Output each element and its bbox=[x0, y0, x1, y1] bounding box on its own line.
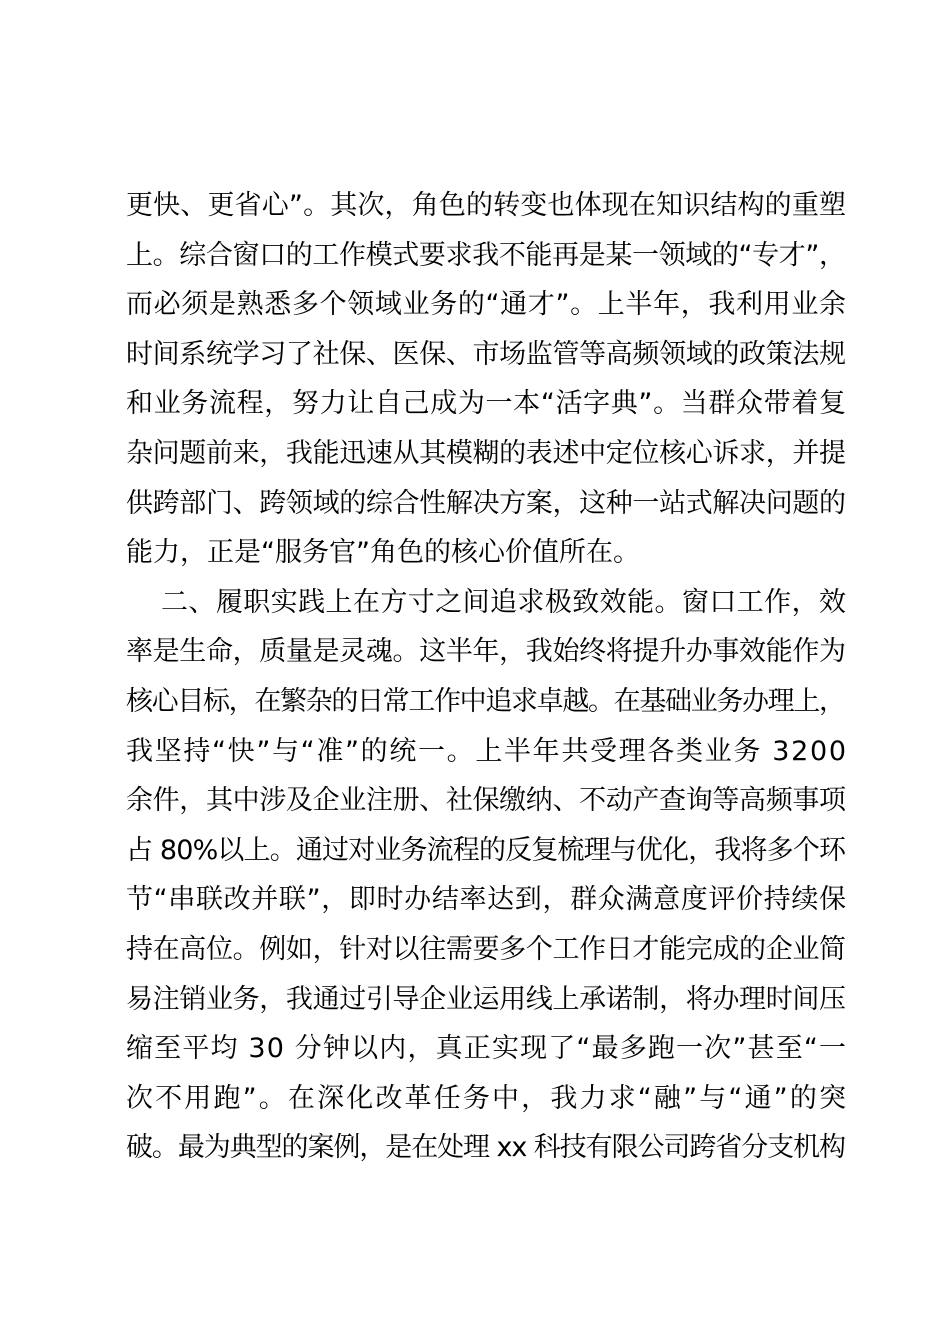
text-line: 次不用跑”。在深化改革任务中，我力求“融”与“通”的突 bbox=[126, 1082, 849, 1114]
text-line: 破。最为典型的案例，是在处理 xx 科技有限公司跨省分支机构 bbox=[126, 1132, 845, 1164]
text-line: 而必须是熟悉多个领域业务的“通才”。上半年，我利用业余 bbox=[126, 289, 847, 321]
text-line: 能力，正是“服务官”角色的核心价值所在。 bbox=[126, 537, 640, 569]
text-line: 率是生命，质量是灵魂。这半年，我始终将提升办事效能作为 bbox=[126, 636, 846, 668]
text-line: 占 80%以上。通过对业务流程的反复梳理与优化，我将多个环 bbox=[126, 834, 846, 866]
text-line: 余件，其中涉及企业注册、社保缴纳、不动产查询等高频事项 bbox=[126, 785, 846, 817]
text-line: 核心目标，在繁杂的日常工作中追求卓越。在基础业务办理上， bbox=[126, 685, 845, 717]
text-line: 供跨部门、跨领域的综合性解决方案，这种一站式解决问题的 bbox=[126, 487, 846, 519]
text-line: 节“串联改并联”，即时办结率达到，群众满意度评价持续保 bbox=[126, 884, 847, 916]
text-line: 杂问题前来，我能迅速从其模糊的表述中定位核心诉求，并提 bbox=[126, 437, 846, 469]
text-line: 缩至平均 30 分钟以内，真正实现了“最多跑一次”甚至“一 bbox=[126, 1033, 848, 1065]
text-line: 上。综合窗口的工作模式要求我不能再是某一领域的“专才”， bbox=[126, 239, 846, 271]
text-line: 易注销业务，我通过引导企业运用线上承诺制，将办理时间压 bbox=[126, 983, 846, 1015]
text-line: 持在高位。例如，针对以往需要多个工作日才能完成的企业简 bbox=[126, 933, 846, 965]
body-text bbox=[126, 181, 849, 1173]
text-line: 更快、更省心”。其次，角色的转变也体现在知识结构的重塑 bbox=[126, 190, 847, 221]
text-line: 时间系统学习了社保、医保、市场监管等高频领域的政策法规 bbox=[126, 338, 846, 370]
text-line: 和业务流程，努力让自己成为一本“活字典”。当群众带着复 bbox=[126, 388, 847, 420]
section-heading-line: 二、履职实践上在方寸之间追求极致效能。窗口工作，效 bbox=[161, 586, 847, 618]
text-line: 我坚持“快”与“准”的统一。上半年共受理各类业务 3200 bbox=[126, 735, 848, 767]
